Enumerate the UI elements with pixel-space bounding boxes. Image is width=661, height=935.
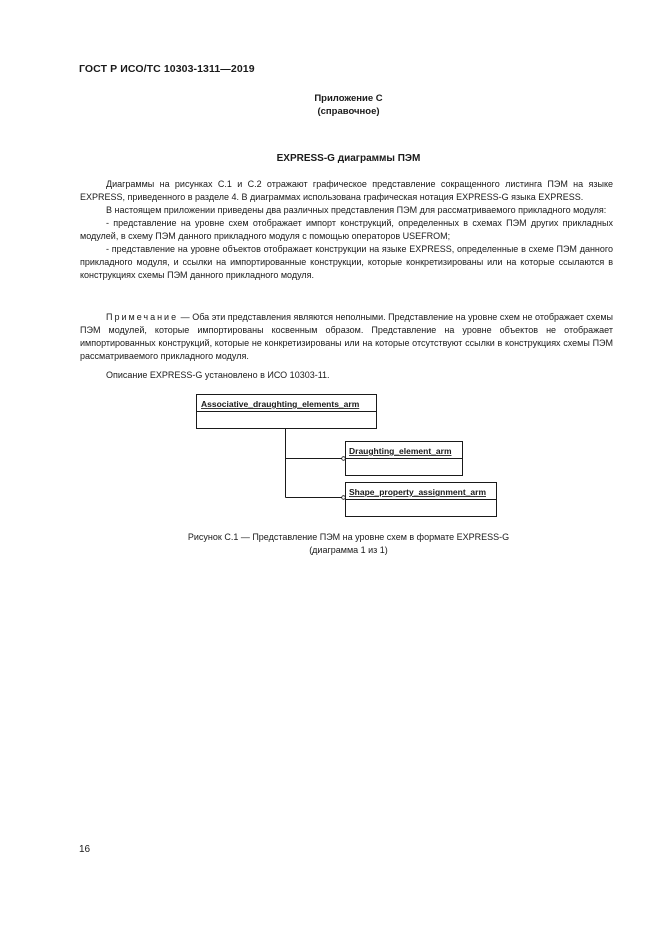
main-schema-box bbox=[197, 395, 377, 429]
caption-subtext: (диаграмма 1 из 1) bbox=[309, 545, 388, 555]
note-text: — Оба эти представления являются неполными. Представление на уровне схем не отображает схемы ПЭМ модулей, которые импортированы косвенным образом. Представление на уровне объектов не отображает импортированных конструкций, которые не конкретизированы или на которые отсутствуют ссылки в конструкциях схемы ПЭМ рассматриваемого прикладного модуля. bbox=[80, 312, 613, 361]
imported-schema-name: Draughting_element_arm bbox=[349, 446, 452, 456]
paragraph-3: - представление на уровне схем отображает импорт конструкций, определенных в схемах ПЭМ других прикладных модулей, в схему ПЭМ данного прикладного модуля с помощью операторов USEFROM; bbox=[80, 218, 613, 241]
connector-endpoint-icon bbox=[342, 457, 346, 461]
section-title: EXPRESS-G диаграммы ПЭМ bbox=[276, 153, 421, 164]
annex-subtitle: (справочное) bbox=[317, 106, 380, 117]
description-text: Описание EXPRESS-G установлено в ИСО 10303-11. bbox=[106, 370, 330, 380]
imported-schema-box-1 bbox=[346, 442, 463, 476]
main-schema-name: Associative_draughting_elements_arm bbox=[201, 399, 360, 409]
note-label: Примечание bbox=[106, 312, 179, 322]
connector-endpoint-icon bbox=[342, 496, 346, 500]
paragraph-1: Диаграммы на рисунках С.1 и С.2 отражают графическое представление сокращенного листинга ПЭМ на языке EXPRESS, приведенного в разделе 4. В диаграммах использована графическая нотация EXPRESS-G языка EXPRESS. bbox=[80, 179, 613, 202]
imported-schema-box-2 bbox=[346, 483, 497, 517]
paragraph-2: В настоящем приложении приведены два различных представления ПЭМ для рассматриваемого прикладного модуля: bbox=[106, 205, 607, 215]
document-header: ГОСТ Р ИСО/ТС 10303-1311—2019 bbox=[79, 63, 255, 75]
connector-lines bbox=[286, 429, 346, 500]
imported-schema-name: Shape_property_assignment_arm bbox=[349, 487, 486, 497]
caption-text: Рисунок С.1 — Представление ПЭМ на уровне схем в формате EXPRESS-G bbox=[187, 532, 510, 542]
figure-caption bbox=[0, 531, 661, 557]
annex-title: Приложение С bbox=[314, 93, 383, 104]
paragraph-4: - представление на уровне объектов отображает конструкции на языке EXPRESS, определенные в схеме ПЭМ данного прикладного модуля, и ссылки на импортированные конструкции, которые конкретизированы или на которые ссылаются в конструкциях схемы ПЭМ данного прикладного модуля. bbox=[80, 244, 613, 280]
page-number: 16 bbox=[79, 844, 91, 855]
